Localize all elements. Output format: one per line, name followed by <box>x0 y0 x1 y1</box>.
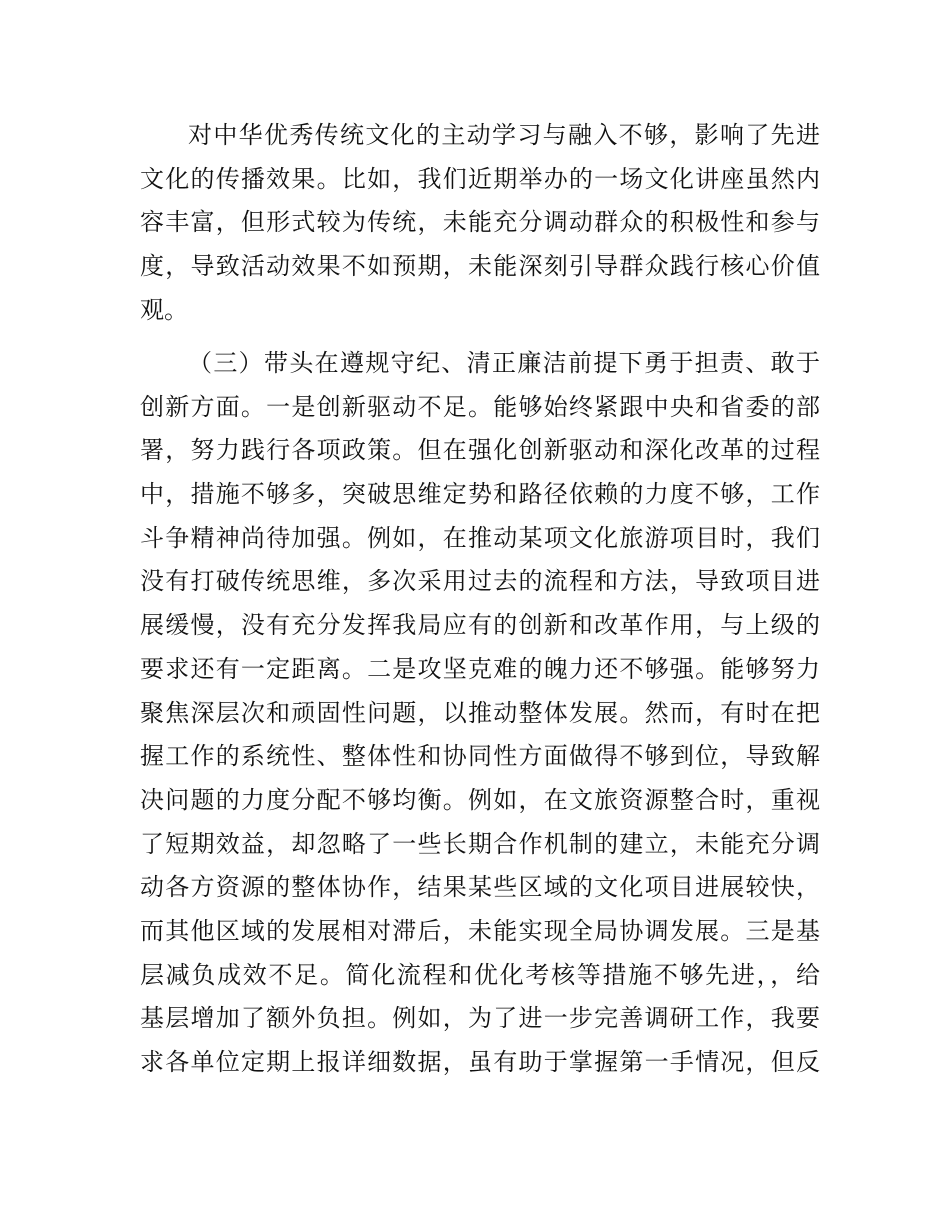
text-line: 斗争精神尚待加强。例如，在推动某项文化旅游项目时，我们 <box>140 523 820 552</box>
text-line: 文化的传播效果。比如，我们近期举办的一场文化讲座虽然内 <box>140 164 820 193</box>
text-line: 要求还有一定距离。二是攻坚克难的魄力还不够强。能够努力 <box>140 654 820 683</box>
text-line: 基层增加了额外负担。例如，为了进一步完善调研工作，我要 <box>140 1004 820 1033</box>
paragraph-culture-learning <box>140 114 820 332</box>
text-line: 聚焦深层次和顽固性问题，以推动整体发展。然而，有时在把 <box>140 698 820 727</box>
section-heading-line: （三）带头在遵规守纪、清正廉洁前提下勇于担责、敢于 <box>188 349 820 377</box>
text-line: 层减负成效不足。简化流程和优化考核等措施不够先进，，给 <box>140 960 820 989</box>
text-line: 求各单位定期上报详细数据，虽有助于掌握第一手情况，但反 <box>140 1048 820 1076</box>
text-line: 决问题的力度分配不够均衡。例如，在文旅资源整合时，重视 <box>140 785 820 814</box>
text-line: 没有打破传统思维，多次采用过去的流程和方法，导致项目进 <box>140 567 820 596</box>
text-line: 而其他区域的发展相对滞后，未能实现全局协调发展。三是基 <box>140 916 820 945</box>
text-line: 了短期效益，却忽略了一些长期合作机制的建立，未能充分调 <box>140 829 820 858</box>
text-line: 握工作的系统性、整体性和协同性方面做得不够到位，导致解 <box>140 742 820 771</box>
text-line: 容丰富，但形式较为传统，未能充分调动群众的积极性和参与 <box>140 208 820 237</box>
text-line: 度，导致活动效果不如预期，未能深刻引导群众践行核心价值 <box>140 252 820 281</box>
text-line: 展缓慢，没有充分发挥我局应有的创新和改革作用，与上级的 <box>140 611 820 640</box>
text-line: 创新方面。一是创新驱动不足。能够始终紧跟中央和省委的部 <box>140 392 820 421</box>
text-line: 对中华优秀传统文化的主动学习与融入不够，影响了先进 <box>188 121 820 149</box>
paragraph-section-three <box>140 342 820 1085</box>
text-line: 署，努力践行各项政策。但在强化创新驱动和深化改革的过程 <box>140 436 820 465</box>
text-line: 动各方资源的整体协作，结果某些区域的文化项目进展较快， <box>140 873 820 902</box>
text-line: 中，措施不够多，突破思维定势和路径依赖的力度不够，工作 <box>140 480 820 509</box>
text-line: 观。 <box>140 295 188 324</box>
